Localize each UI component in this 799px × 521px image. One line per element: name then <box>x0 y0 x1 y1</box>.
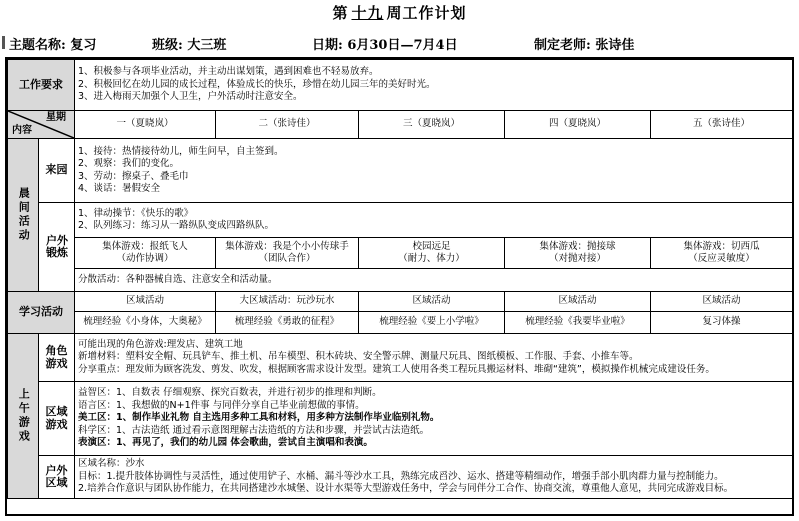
day-header-tue: 二（张诗佳） <box>216 111 359 139</box>
exercise-content <box>75 203 793 238</box>
area-line: 表演区：1、再见了，我们的幼儿园 体会歌曲，尝试自主演唱和表演。 <box>78 437 373 449</box>
study-review: 复习体操 <box>651 312 793 334</box>
scatter-row <box>8 269 793 292</box>
role-content <box>75 334 793 382</box>
day-header-mon: 一（夏晓岚） <box>75 111 216 139</box>
outdoor-label: 户外锻炼 <box>46 233 68 259</box>
area-line: 美工区：1、制作毕业礼物 自主选用多种工具和材料，用多种方法制作毕业临别礼物。 <box>78 412 440 424</box>
forenoon-label: 上午游戏 <box>17 388 31 444</box>
area-label: 区域游戏 <box>45 405 68 431</box>
outdoor-area-line: 2.培养合作意识与团队协作能力，在共同搭建沙水城堡、设计水渠等大型游戏任务中，学会与同伴分工合作、协商交流，尊重他人意见，共同完成游戏目标。 <box>78 483 734 495</box>
exercise-item: 1、律动操节：《快乐的歌》 <box>78 207 194 219</box>
content-label: 内容 <box>12 124 32 136</box>
outdoor-area-content <box>75 456 793 499</box>
arrival-row <box>8 139 793 203</box>
area-line: 语言区：1、我想做的N+1件事 与同伴分享自己毕业前想做的事情。 <box>78 399 365 411</box>
requirements-label: 工作要求 <box>8 60 75 111</box>
role-line: 分享重点：理发师为顾客洗发、剪发、吹发，根据顾客需求设计发型。建筑工人使用各类工程玩具搬运材料、堆砌“建筑”，模拟操作机械完成建设任务。 <box>78 363 715 375</box>
study-label: 学习活动 <box>8 292 75 334</box>
requirement-item: 3、进入梅雨天加强个人卫生，户外活动时注意安全。 <box>78 91 303 103</box>
outdoor-area-label: 户外区域 <box>45 463 68 489</box>
weekday-header-row <box>8 111 793 139</box>
games-row <box>8 238 793 269</box>
forenoon-label-cell <box>8 334 39 499</box>
outdoor-area-label-cell <box>39 456 75 499</box>
theme-field: 主题名称: 复习 <box>9 38 97 53</box>
study-review: 梳理经验《我要毕业啦》 <box>505 312 651 334</box>
requirement-item: 2、积极回忆在幼儿园的成长过程，体验成长的快乐，珍惜在幼儿园三年的美好时光。 <box>78 78 436 90</box>
area-content <box>75 382 793 456</box>
study-review: 梳理经验《要上小学啦》 <box>359 312 505 334</box>
game-cell: 集体游戏：我是个小小传球手 （团队合作） <box>216 238 359 269</box>
day-header-thu: 四（夏晓岚） <box>505 111 651 139</box>
plan-meta-row <box>0 34 799 54</box>
title-suffix: 周工作计划 <box>386 4 467 22</box>
morning-label: 晨间活动 <box>17 187 31 243</box>
week-label: 星期 <box>46 112 66 123</box>
class-field: 班级: 大三班 <box>152 38 227 53</box>
arrival-content <box>75 139 793 203</box>
game-cell: 校园远足 （耐力、体力） <box>359 238 505 269</box>
diagonal-header-cell <box>8 111 75 139</box>
morning-label-cell <box>8 139 39 292</box>
study-review: 梳理经验《小身体，大奥秘》 <box>75 312 216 334</box>
arrival-item: 4、谈话：暑假安全 <box>78 183 161 194</box>
game-cell: 集体游戏：切西瓜 （反应灵敏度） <box>651 238 793 269</box>
requirement-item: 1、积极参与各项毕业活动，并主动出谋划策，遇到困难也不轻易放弃。 <box>78 66 379 78</box>
area-play-row <box>8 382 793 456</box>
outdoor-area-row <box>8 456 793 499</box>
requirements-row <box>8 60 793 111</box>
title-prefix: 第 <box>332 4 349 22</box>
area-label-cell <box>39 382 75 456</box>
arrival-item: 3、劳动：擦桌子、叠毛巾 <box>78 170 189 182</box>
day-header-fri: 五（张诗佳） <box>651 111 793 139</box>
day-header-wed: 三（夏晓岚） <box>359 111 505 139</box>
outdoor-area-line: 目标：1.提升肢体协调性与灵活性，通过使用铲子、水桶、漏斗等沙水工具，熟练完成舀沙、运水、搭建等精细动作，增强手部小肌肉群力量与控制能力。 <box>78 470 724 482</box>
exercise-item: 2、队列练习：练习从一路纵队变成四路纵队。 <box>78 220 275 231</box>
role-play-row <box>8 334 793 382</box>
study-area-activity: 区域活动 <box>651 292 793 312</box>
game-cell: 集体游戏：报纸飞人 （动作协调） <box>75 238 216 269</box>
requirements-content <box>75 60 793 111</box>
plan-table <box>7 59 793 499</box>
study-row-1 <box>8 292 793 312</box>
teacher-field: 制定老师: 张诗佳 <box>534 38 635 53</box>
scatter-activity: 分散活动：各种器械自选、注意安全和活动量。 <box>75 269 793 292</box>
area-line: 益智区：1、自数表 仔细观察、探究百数表，并进行初步的推理和判断。 <box>78 387 382 399</box>
role-line: 可能出现的角色游戏:理发店、建筑工地 <box>78 338 243 350</box>
role-label-cell <box>39 334 75 382</box>
title-week-number: 十九 <box>351 4 384 22</box>
exercise-row <box>8 203 793 238</box>
arrival-label: 来园 <box>39 139 75 203</box>
arrival-item: 2、观察：我们的变化。 <box>78 158 180 169</box>
role-line: 新增材料：塑料安全帽、玩具铲车、推土机、吊车模型、积木砖块、安全警示牌、测量尺玩具、图纸模板、工作服、手套、小推车等。 <box>78 351 639 363</box>
game-cell: 集体游戏：抛接球 （对抛对接） <box>505 238 651 269</box>
study-area-activity: 区域活动 <box>359 292 505 312</box>
study-area-activity: 区域活动 <box>505 292 651 312</box>
study-review: 梳理经验《勇敢的征程》 <box>216 312 359 334</box>
area-line: 科学区：1、古法造纸 通过看示意图理解古法造纸的方法和步骤，并尝试古法造纸。 <box>78 424 430 436</box>
outdoor-area-line: 区域名称：沙水 <box>78 458 145 470</box>
role-label: 角色游戏 <box>45 344 68 370</box>
date-field: 日期: 6月30日—7月4日 <box>312 38 458 53</box>
outdoor-label-cell <box>39 203 75 292</box>
study-row-2 <box>8 312 793 334</box>
arrival-item: 1、接待：热情接待幼儿，师生问早，自主签到。 <box>78 145 284 157</box>
study-area-activity: 区域活动 <box>75 292 216 312</box>
study-area-activity: 大区域活动：玩沙玩水 <box>216 292 359 312</box>
page-title <box>0 2 799 23</box>
